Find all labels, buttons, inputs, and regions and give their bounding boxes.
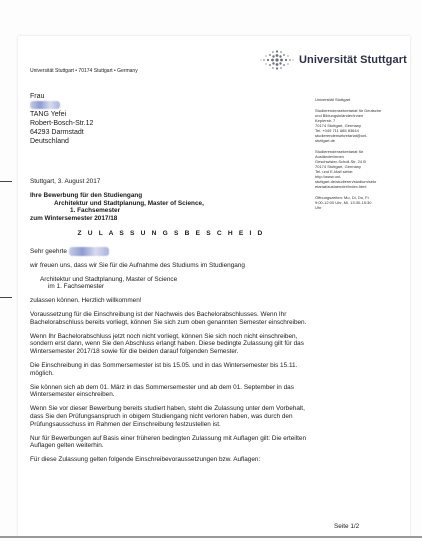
body-paragraph: Nur für Bewerbungen auf Basis einer früheren bedingten Zulassung mit Auflagen gilt: Die erteilten Auflagen gelten weiterhin.: [30, 434, 307, 450]
recipient-street: Robert-Bosch-Str.12: [30, 120, 94, 127]
program-line: im 1. Fachsemester: [48, 283, 105, 291]
body-paragraph: Wenn Sie vor dieser Bewerbung bereits studiert haben, steht die Zulassung unter dem Vorbehalt, dass Sie den Prüfungsanspruch in obigem Studiengang nicht verloren haben, was durch den Prüfungsausschuss im Rahmen der Einschreibung festzustellen ist.: [30, 405, 305, 428]
fold-mark: [0, 181, 12, 182]
body-paragraph: Die Einschreibung in das Sommersemester ist bis 15.05. und in das Wintersemester bis 15.11. möglich.: [30, 361, 298, 377]
sender-line: Universität Stuttgart • 70174 Stuttgart • Germany: [30, 68, 138, 74]
program-name: [30, 276, 312, 292]
subject-line: 1. Fachsemester: [70, 207, 121, 215]
sidebar-office-domestic: [315, 108, 407, 143]
greeting: [30, 247, 312, 256]
sidebar-line: studierendensekretariat@uni-: [315, 133, 368, 138]
sidebar-line: 70174 Stuttgart, Germany: [315, 164, 362, 169]
sidebar-line: Ausländer/innen: [315, 154, 344, 159]
greeting-text: Sehr geehrte: [30, 247, 67, 255]
body-paragraph: Wenn Ihr Bachelorabschluss jetzt noch nicht vorliegt, können Sie sich noch nicht einschreiben, sondern erst dann, wenn Sie den Abschluss erlangt haben. Diese bedingte Zulassung gilt für das Wintersemester 2017/18 sowie für die beiden darauf folgenden Semester.: [30, 332, 304, 356]
sidebar-office-international: [315, 149, 407, 189]
sidebar-line: Keplerstr. 7: [315, 118, 336, 123]
sidebar-line: etariat/auslaender/index.html: [315, 184, 367, 189]
sidebar-line: Uhr: [315, 205, 322, 210]
punch-mark: [0, 297, 12, 298]
sidebar-line: http://www.uni-: [315, 174, 342, 179]
intro-paragraph: wir freuen uns, dass wir Sie für die Aufnahme des Studiums im Studiengang: [30, 261, 245, 269]
page-number: Seite 1/2: [334, 523, 360, 530]
letter-subject: [30, 192, 312, 223]
recipient-salutation: Frau: [30, 93, 45, 100]
sidebar-line: Öffnungszeiten: Mo, Di, Do, Fr: [315, 195, 369, 200]
sidebar-line: 9:00-12:00 Uhr, Mi. 13:30-15:30: [315, 200, 372, 205]
subject-line: zum Wintersemester 2017/18: [30, 215, 118, 223]
sidebar-line: stuttgart.de/studieren/studium/sekr: [315, 179, 377, 184]
body-paragraph: Voraussetzung für die Einschreibung ist der Nachweis des Bachelorabschlusses. Wenn Ihr Bachelorabschluss bereits vorliegt, können Sie sich zum oben genannten Semester einschreiben.: [30, 310, 307, 326]
letter-date: Stuttgart, 3. August 2017: [30, 178, 101, 185]
recipient-country: Deutschland: [30, 138, 69, 145]
sidebar-opening-hours: [315, 195, 407, 210]
body-paragraph: Für diese Zulassung gelten folgende Einschreibevoraussetzungen bzw. Auflagen:: [30, 456, 261, 464]
document-title: Z U L A S S U N G S B E S C H E I D: [77, 229, 265, 237]
sidebar-line: Tel. und E-Mail siehe:: [315, 169, 354, 174]
recipient-name: TANG Yefei: [30, 111, 67, 118]
university-logo-icon: [258, 48, 296, 72]
sidebar-line: 70174 Stuttgart, Germany: [315, 123, 362, 128]
sidebar-line: Tel. +049 711 685 83644: [315, 128, 359, 133]
subject-line: Architektur und Stadtplanung, Master of Science,: [54, 199, 204, 207]
redacted-name: [69, 247, 109, 256]
sidebar-line: Studierendensekretariat für Deutsche: [315, 108, 382, 113]
sidebar-line: und Bildungsinländer/innen: [315, 113, 364, 118]
program-line: Architektur und Stadtplanung, Master of Science: [40, 275, 178, 283]
letter-body: [30, 178, 312, 470]
sidebar-line: Geschwister-Scholl-Str. 24 B: [315, 159, 366, 164]
university-logo: [258, 48, 407, 72]
recipient-address: [30, 92, 93, 146]
recipient-city: 64293 Darmstadt: [30, 129, 84, 136]
logo-text: Universität Stuttgart: [299, 54, 407, 66]
recipient-redacted-line: [30, 101, 93, 110]
subject-line: Ihre Bewerbung für den Studiengang: [30, 191, 143, 199]
sidebar-org: Universität Stuttgart: [315, 97, 351, 102]
sidebar-line: stuttgart.de: [315, 138, 336, 143]
sidebar-line: Studierendensekretariat für: [315, 149, 364, 154]
contact-sidebar: [315, 97, 407, 216]
scan-bottom-edge: [0, 536, 422, 538]
welcome-line: zulassen können. Herzlich willkommen!: [30, 297, 142, 305]
body-paragraph: Sie können sich ab dem 01. März in das Sommersemester und ab dem 01. September in das Wintersemester einschreiben.: [30, 383, 294, 399]
